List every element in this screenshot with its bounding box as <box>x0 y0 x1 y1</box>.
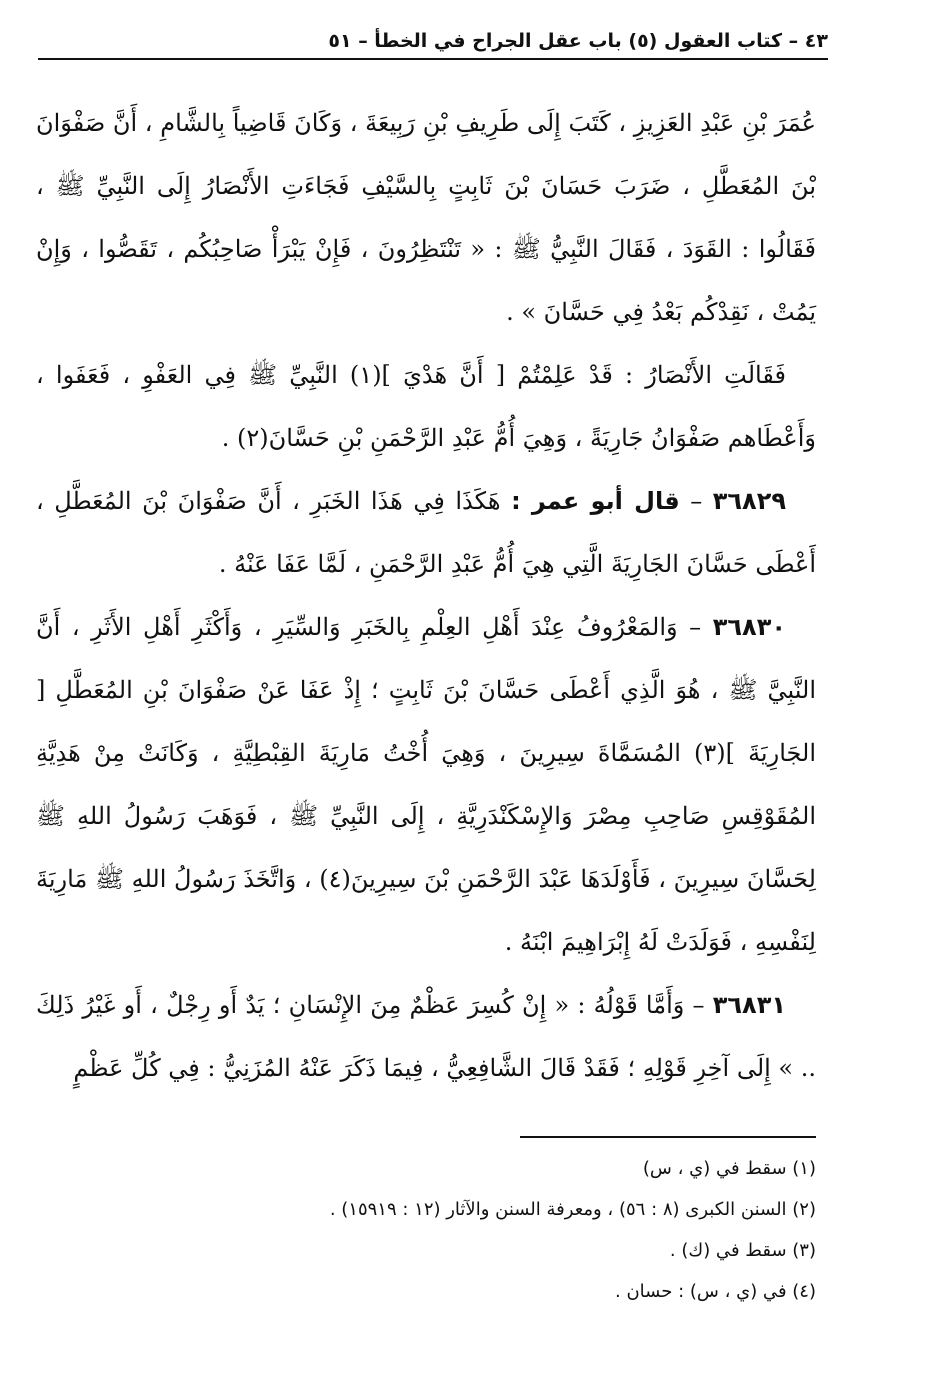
paragraph-36830: ٣٦٨٣٠ – وَالمَعْرُوفُ عِنْدَ أَهْلِ العِلْمِ بِالخَبَرِ وَالسِّيَرِ ، وَأَكْثَرِ أَهْلِ الأَثَرِ ، أَنَّ النَّبِيَّ ﷺ ، هُوَ الَّذِي أَعْطَى حَسَّانَ بْنَ ثَابِتٍ ؛ إِذْ عَفَا عَنْ صَفْوَانَ بْنِ المُعَطَّلِ [ الجَارِيَةَ ](٣) المُسَمَّاةَ سِيرِينَ ، وَهِيَ أُخْتُ مَارِيَةَ القِبْطِيَّةِ ، وَكَانَتْ مِنْ هَدِيَّةِ المُقَوْقِسِ صَاحِبِ مِصْرَ وَالإِسْكَنْدَرِيَّةِ ، إِلَى النَّبِيِّ ﷺ ، فَوَهَبَ رَسُولُ اللهِ ﷺ لِحَسَّانَ سِيرِينَ ، فَأَوْلَدَهَا عَبْدَ الرَّحْمَنِ بْنَ سِيرِينَ(٤) ، وَاتَّخَذَ رَسُولُ اللهِ ﷺ مَارِيَةَ لِنَفْسِهِ ، فَوَلَدَتْ لَهُ إِبْرَاهِيمَ ابْنَهُ . <box>36 613 816 956</box>
footnote-2: (٢) السنن الكبرى (٨ : ٥٦) ، ومعرفة السنن والآثار (١٢ : ١٥٩١٩) . <box>329 1199 816 1220</box>
running-head-text: ٤٣ – كتاب العقول (٥) باب عقل الجراح في الخطأ – ٥١ <box>318 30 828 52</box>
paragraph-text: وَأَمَّا قَوْلُهُ : « إِنْ كُسِرَ عَظْمٌ مِنَ الإِنْسَانِ ؛ يَدٌ أَو رِجْلٌ ، أَو غَيْرُ ذَلِكَ .. » إِلَى آخِرِ قَوْلِهِ ؛ فَقَدْ قَالَ الشَّافِعِيُّ ، فِيمَا ذَكَرَ عَنْهُ المُزَنِيُّ : فِي كُلِّ عَظْمٍ <box>36 991 816 1082</box>
speaker-lead: قال أبو عمر : <box>511 487 680 515</box>
header-rule <box>38 58 828 60</box>
footnote-1: (١) سقط في (ي ، س) <box>642 1158 816 1179</box>
footnote-rule <box>520 1136 816 1138</box>
main-text <box>36 92 816 1100</box>
running-header <box>38 30 828 70</box>
footnotes <box>56 1148 816 1312</box>
paragraph-text: هَكَذَا فِي هَذَا الخَبَرِ ، أَنَّ صَفْوَانَ بْنَ المُعَطَّلِ ، أَعْطَى حَسَّانَ الجَارِيَةَ الَّتِي هِيَ أُمُّ عَبْدِ الرَّحْمَنِ ، لَمَّا عَفَا عَنْهُ . <box>36 487 816 578</box>
paragraph-36831: ٣٦٨٣١ – وَأَمَّا قَوْلُهُ : « إِنْ كُسِرَ عَظْمٌ مِنَ الإِنْسَانِ ؛ يَدٌ أَو رِجْلٌ ، أَو غَيْرُ ذَلِكَ .. » إِلَى آخِرِ قَوْلِهِ ؛ فَقَدْ قَالَ الشَّافِعِيُّ ، فِيمَا ذَكَرَ عَنْهُ المُزَنِيُّ : فِي كُلِّ عَظْمٍ <box>36 991 816 1082</box>
paragraph-text: وَالمَعْرُوفُ عِنْدَ أَهْلِ العِلْمِ بِالخَبَرِ وَالسِّيَرِ ، وَأَكْثَرِ أَهْلِ الأَثَرِ ، أَنَّ النَّبِيَّ ﷺ ، هُوَ الَّذِي أَعْطَى حَسَّانَ بْنَ ثَابِتٍ ؛ إِذْ عَفَا عَنْ صَفْوَانَ بْنِ المُعَطَّلِ [ الجَارِيَةَ ](٣) المُسَمَّاةَ سِيرِينَ ، وَهِيَ أُخْتُ مَارِيَةَ القِبْطِيَّةِ ، وَكَانَتْ مِنْ هَدِيَّةِ المُقَوْقِسِ صَاحِبِ مِصْرَ وَالإِسْكَنْدَرِيَّةِ ، إِلَى النَّبِيِّ ﷺ ، فَوَهَبَ رَسُولُ اللهِ ﷺ لِحَسَّانَ سِيرِينَ ، فَأَوْلَدَهَا عَبْدَ الرَّحْمَنِ بْنَ سِيرِينَ(٤) ، وَاتَّخَذَ رَسُولُ اللهِ ﷺ مَارِيَةَ لِنَفْسِهِ ، فَوَلَدَتْ لَهُ إِبْرَاهِيمَ ابْنَهُ . <box>36 613 816 956</box>
paragraph-number: ٣٦٨٣١ <box>712 991 786 1019</box>
footnote-4: (٤) في (ي ، س) : حسان . <box>615 1281 816 1302</box>
paragraph-36829: ٣٦٨٢٩ – قال أبو عمر : هَكَذَا فِي هَذَا الخَبَرِ ، أَنَّ صَفْوَانَ بْنَ المُعَطَّلِ ، أَعْطَى حَسَّانَ الجَارِيَةَ الَّتِي هِيَ أُمُّ عَبْدِ الرَّحْمَنِ ، لَمَّا عَفَا عَنْهُ . <box>36 487 816 578</box>
paragraph-number: ٣٦٨٣٠ <box>712 613 786 641</box>
paragraph-number: ٣٦٨٢٩ <box>712 487 786 515</box>
paragraph-1: عُمَرَ بْنِ عَبْدِ العَزِيزِ ، كَتَبَ إِلَى طَرِيفِ بْنِ رَبِيعَةَ ، وَكَانَ قَاضِياً بِالشَّامِ ، أَنَّ صَفْوَانَ بْنَ المُعَطَّلِ ، ضَرَبَ حَسَانَ بْنَ ثَابِتٍ بِالسَّيْفِ فَجَاءَتِ الأَنْصَارُ إِلَى النَّبِيِّ ﷺ ، فَقَالُوا : القَوَدَ ، فَقَالَ النَّبِيُّ ﷺ : « تَنْتَظِرُونَ ، فَإِنْ يَبْرَأْ صَاحِبُكُم ، تَقَصُّوا ، وَإِنْ يَمُتْ ، نَقِدْكُم بَعْدُ فِي حَسَّانَ » . <box>36 109 816 326</box>
footnote-3: (٣) سقط في (ك) . <box>669 1240 816 1261</box>
paragraph-2: فَقَالَتِ الأَنْصَارُ : قَدْ عَلِمْتُمْ [ أَنَّ هَدْيَ ](١) النَّبِيِّ ﷺ فِي العَفْوِ ، فَعَفَوا ، وَأَعْطَاهم صَفْوَانُ جَارِيَةً ، وَهِيَ أُمُّ عَبْدِ الرَّحْمَنِ بْنِ حَسَّانَ(٢) . <box>36 361 816 452</box>
